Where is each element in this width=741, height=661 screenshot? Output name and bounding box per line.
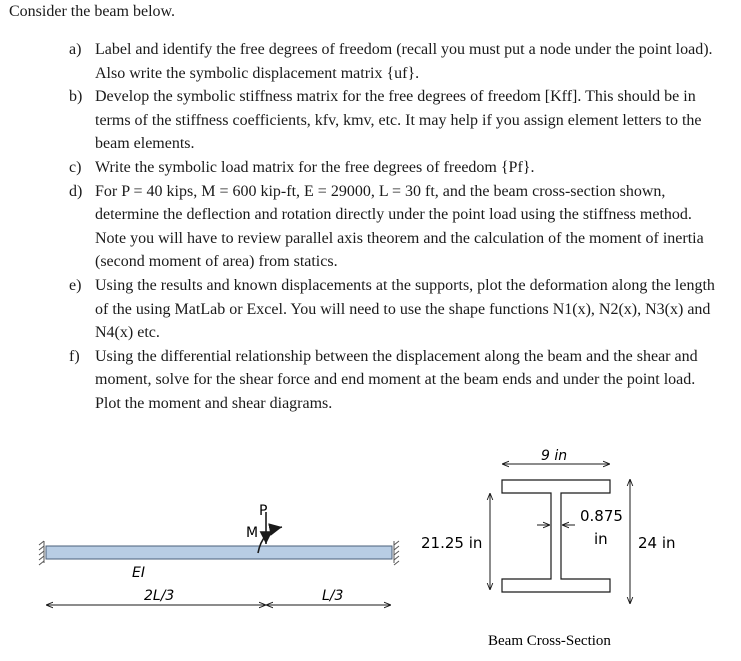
part-text: Using the results and known displacements at the supports, plot the deformation along the length of the using MatLab or Excel. You will need to use the shape functions N1(x), N2(x), N3(x) and N4(x) etc. [95,276,715,342]
intro-text: Consider the beam below. [9,3,176,20]
part-label: b) [69,88,83,106]
part-label: f) [69,347,80,365]
cross-section-caption: Beam Cross-Section [488,633,611,649]
web-thickness-label: 0.875 [580,507,623,525]
part-label: d) [69,182,83,200]
part-text: Label and identify the free degrees of freedom (recall you must put a node under the point load). Also write the symbolic displacement matrix {uf}. [95,41,713,82]
right-fixed-support [394,541,399,565]
span-left-label: 2L/3 [144,588,175,604]
flange-width-label: 9 in [541,448,568,464]
beam-body [46,546,392,559]
beam-figure [39,503,399,605]
total-depth-label: 24 in [638,534,676,552]
load-m-label: M [246,525,259,541]
part-label: a) [69,41,82,58]
part-text: Write the symbolic load matrix for the free degrees of freedom {Pf}. [95,158,535,176]
part-text: Develop the symbolic stiffness matrix for the free degrees of freedom [Kff]. This should be in terms of the stiffness coefficients, kfv, kmv, etc. It may help if you assign element letters to the beam elements. [95,88,702,153]
part-text: For P = 40 kips, M = 600 kip-ft, E = 29000, L = 30 ft, and the beam cross-section shown, determine the deflection and rotation directly under the point load using the stiffness method. Note you will have to review parallel axis theorem and the calculation of the moment of inertia (second moment of area) from statics. [95,182,704,271]
web-height-label: 21.25 in [421,534,483,552]
part-label: c) [69,158,82,176]
part-text: Using the differential relationship between the displacement along the beam and the shear and moment, solve for the shear force and end moment at the beam ends and under the point load. Plot the moment and shear diagrams. [95,347,698,412]
cross-section-figure [421,448,676,649]
web-thickness-unit: in [594,530,608,548]
stiffness-label: EI [132,565,145,581]
load-p-label: P [259,503,268,519]
span-right-label: L/3 [322,588,344,604]
part-label: e) [69,276,82,294]
left-fixed-support [39,541,44,565]
